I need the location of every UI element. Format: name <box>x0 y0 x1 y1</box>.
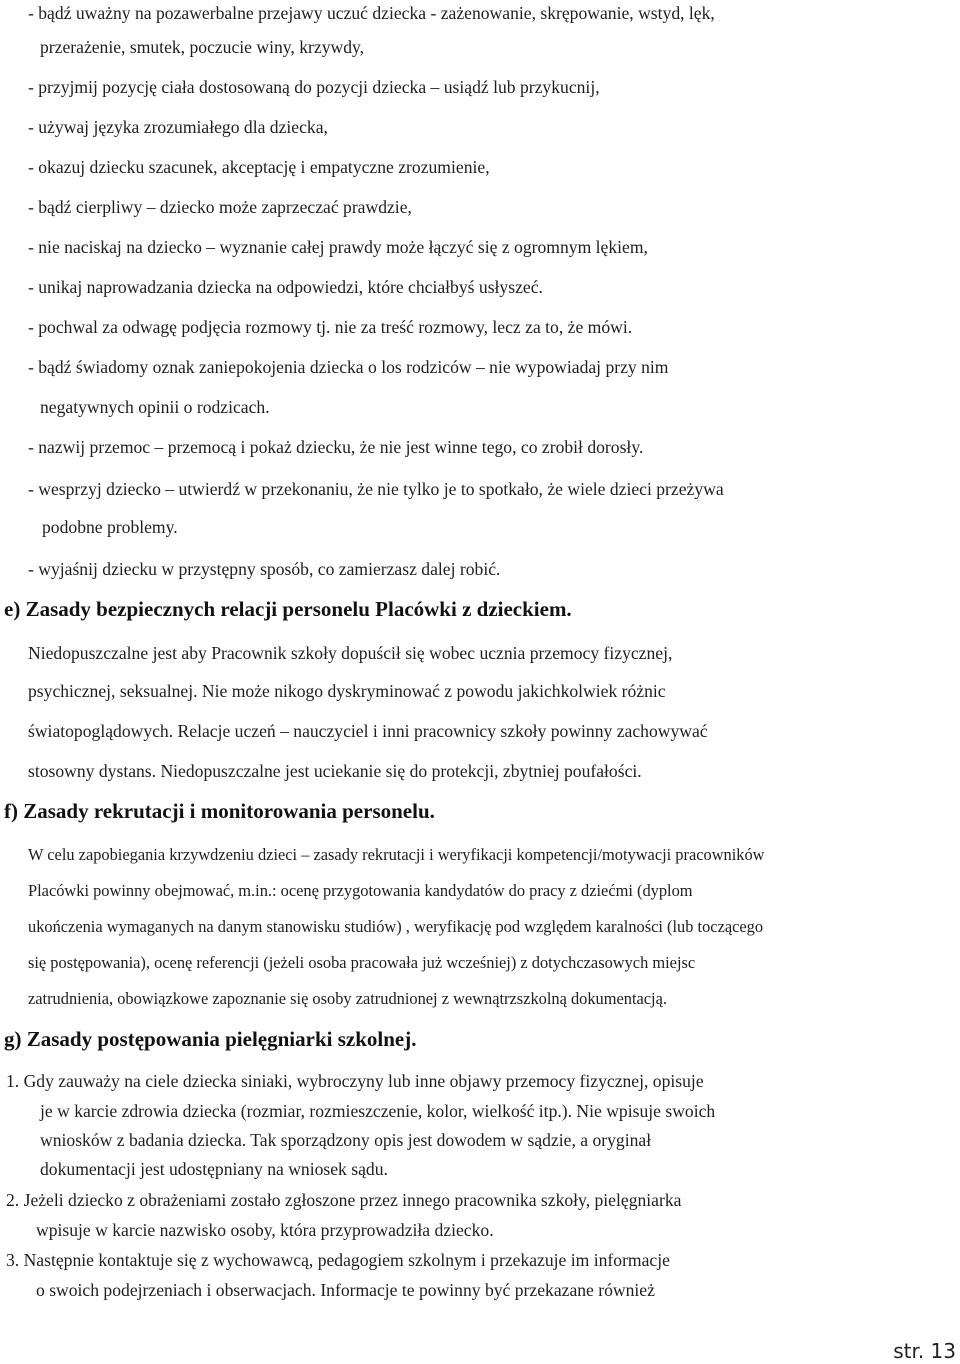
bullet-line: - wesprzyj dziecko – utwierdź w przekonaniu, że nie tylko je to spotkało, że wiele dzieci przeżywa <box>28 479 724 499</box>
bullet-line: - pochwal za odwagę podjęcia rozmowy tj. nie za treść rozmowy, lecz za to, że mówi. <box>28 317 633 337</box>
paragraph-line: W celu zapobiegania krzywdzeniu dzieci – zasady rekrutacji i weryfikacji kompetencji/motywacji pracowników <box>28 845 765 864</box>
section-g-heading: g) Zasady postępowania pielęgniarki szkolnej. <box>4 1027 417 1051</box>
bullet-line: - nazwij przemoc – przemocą i pokaż dziecku, że nie jest winne tego, co zrobił dorosły. <box>28 437 644 457</box>
list-item-line: 1. Gdy zauważy na ciele dziecka siniaki, wybroczyny lub inne objawy przemocy fizycznej, opisuje <box>6 1071 704 1091</box>
list-item-line: je w karcie zdrowia dziecka (rozmiar, rozmieszczenie, kolor, wielkość itp.). Nie wpisuje swoich <box>40 1101 716 1121</box>
bullet-line: - nie naciskaj na dziecko – wyznanie całej prawdy może łączyć się z ogromnym lękiem, <box>28 237 648 257</box>
paragraph-line: zatrudnienia, obowiązkowe zapoznanie się osoby zatrudnionej z wewnątrzszkolną dokumentacją. <box>28 989 667 1008</box>
paragraph-line: światopoglądowych. Relacje uczeń – nauczyciel i inni pracownicy szkoły powinny zachowywać <box>28 721 708 741</box>
bullet-line: - używaj języka zrozumiałego dla dziecka, <box>28 117 328 137</box>
bullet-line: - unikaj naprowadzania dziecka na odpowiedzi, które chciałbyś usłyszeć. <box>28 277 543 297</box>
bullet-line: - bądź świadomy oznak zaniepokojenia dziecka o los rodziców – nie wypowiadaj przy nim <box>28 357 669 377</box>
bullet-line: podobne problemy. <box>42 517 178 537</box>
bullet-line: przerażenie, smutek, poczucie winy, krzywdy, <box>40 37 365 57</box>
list-item-line: dokumentacji jest udostępniany na wniosek sądu. <box>40 1159 388 1179</box>
bullet-line: - wyjaśnij dziecku w przystępny sposób, co zamierzasz dalej robić. <box>28 559 501 579</box>
list-item-line: wniosków z badania dziecka. Tak sporządzony opis jest dowodem w sądzie, a oryginał <box>40 1130 652 1150</box>
section-f-heading: f) Zasady rekrutacji i monitorowania personelu. <box>4 799 435 823</box>
bullet-line: - bądź cierpliwy – dziecko może zaprzeczać prawdzie, <box>28 197 412 217</box>
section-e-heading: e) Zasady bezpiecznych relacji personelu Placówki z dzieckiem. <box>4 597 572 621</box>
paragraph-line: ukończenia wymaganych na danym stanowisku studiów) , weryfikację pod względem karalności (lub toczącego <box>28 917 764 936</box>
paragraph-line: Placówki powinny obejmować, m.in.: ocenę przygotowania kandydatów do pracy z dziećmi (dyplom <box>28 881 693 900</box>
paragraph-line: stosowny dystans. Niedopuszczalne jest uciekanie się do protekcji, zbytniej poufałości. <box>28 761 642 781</box>
paragraph-line: Niedopuszczalne jest aby Pracownik szkoły dopuścił się wobec ucznia przemocy fizycznej, <box>28 643 673 663</box>
bullet-line: - przyjmij pozycję ciała dostosowaną do pozycji dziecka – usiądź lub przykucnij, <box>28 77 600 97</box>
list-item-line: 2. Jeżeli dziecko z obrażeniami zostało zgłoszone przez innego pracownika szkoły, pielęgniarka <box>6 1190 682 1210</box>
paragraph-line: psychicznej, seksualnej. Nie może nikogo dyskryminować z powodu jakichkolwiek różnic <box>28 681 666 701</box>
bullet-line: - okazuj dziecku szacunek, akceptację i empatyczne zrozumienie, <box>28 157 490 177</box>
paragraph-line: się postępowania), ocenę referencji (jeżeli osoba pracowała już wcześniej) z dotychczasowych miejsc <box>28 953 696 972</box>
page-number: str. 13 <box>893 1339 956 1363</box>
list-item-line: wpisuje w karcie nazwisko osoby, która przyprowadziła dziecko. <box>36 1220 494 1240</box>
list-item-line: o swoich podejrzeniach i obserwacjach. Informacje te powinny być przekazane również <box>36 1280 655 1300</box>
bullet-line: negatywnych opinii o rodzicach. <box>40 397 270 417</box>
list-item-line: 3. Następnie kontaktuje się z wychowawcą, pedagogiem szkolnym i przekazuje im informacje <box>6 1250 670 1270</box>
bullet-line: - bądź uważny na pozawerbalne przejawy uczuć dziecka - zażenowanie, skrępowanie, wstyd, lęk, <box>28 3 715 23</box>
